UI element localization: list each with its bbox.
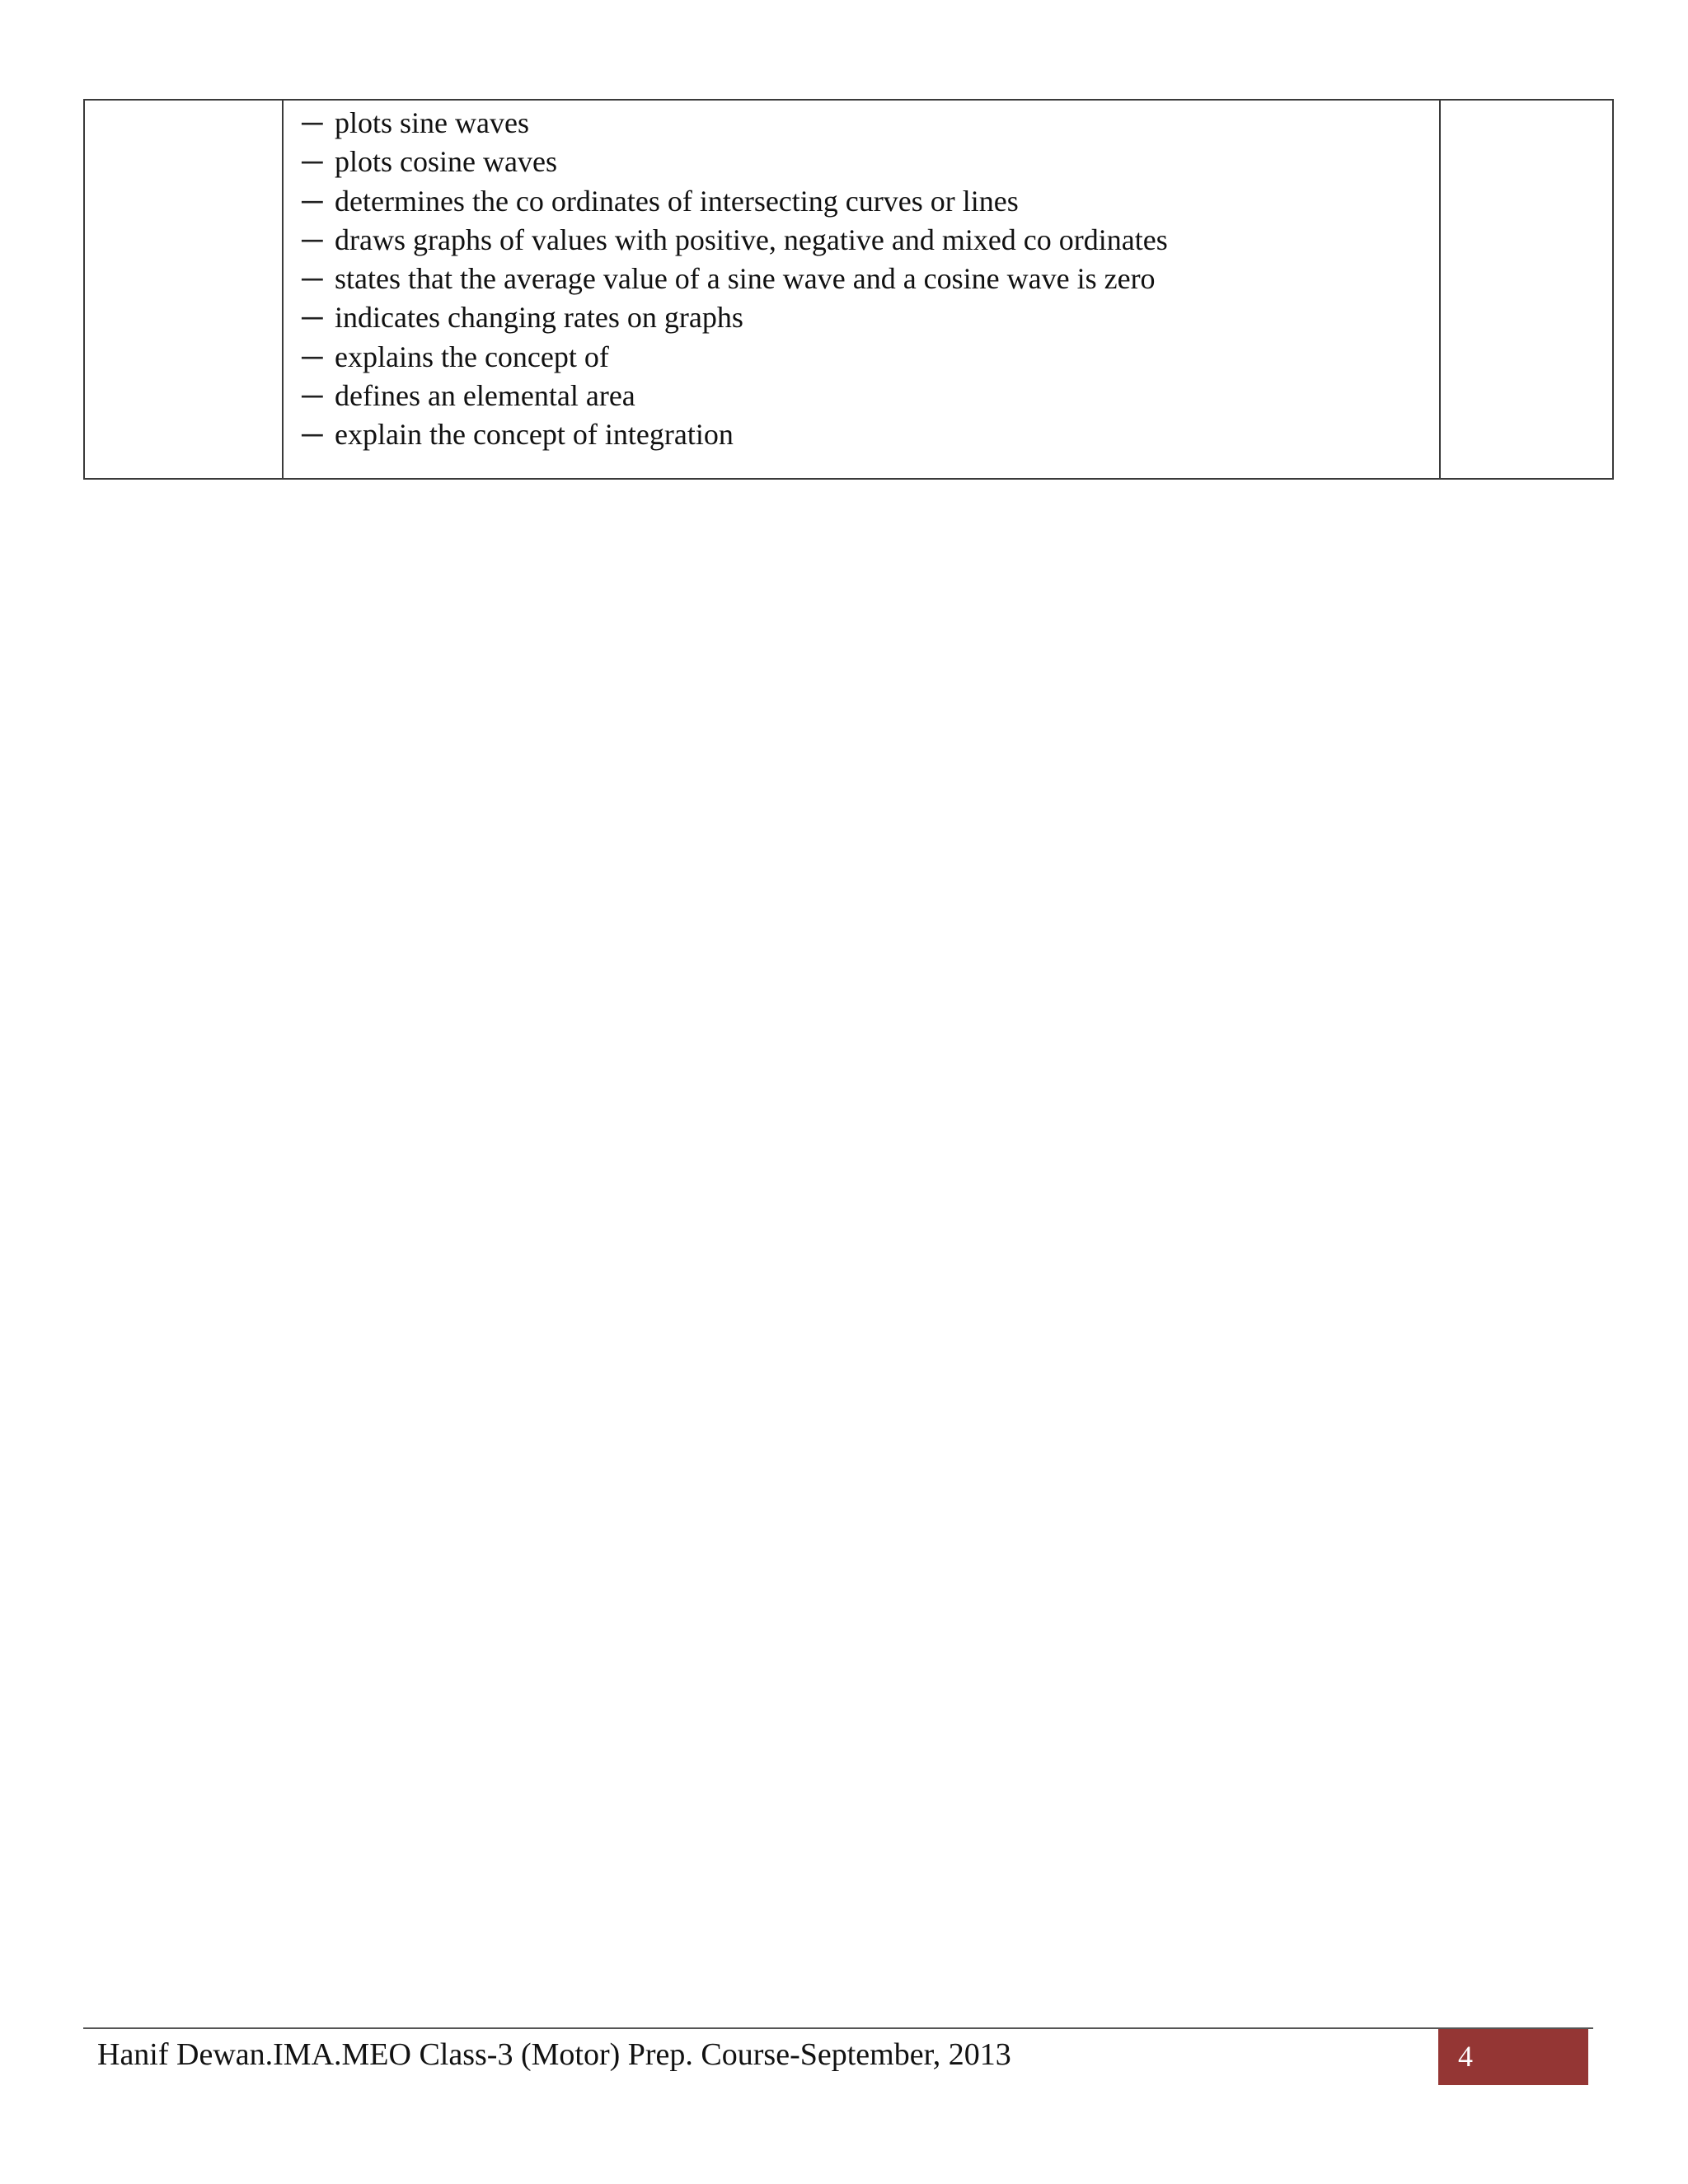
dash-bullet-icon: ─ <box>302 340 323 373</box>
dash-bullet-icon: ─ <box>302 145 323 179</box>
list-item <box>302 338 1439 377</box>
topic-list <box>302 104 1439 455</box>
syllabus-table <box>83 99 1614 480</box>
dash-bullet-icon: ─ <box>302 379 323 413</box>
dash-bullet-icon: ─ <box>302 184 323 218</box>
dash-bullet-icon: ─ <box>302 106 323 139</box>
list-item <box>302 260 1439 298</box>
table-cell-right <box>1441 101 1612 478</box>
page-number-badge: 4 <box>1438 2029 1588 2085</box>
topic-text: plots sine waves <box>335 106 529 139</box>
topic-text: explains the concept of <box>335 340 609 373</box>
list-item <box>302 377 1439 415</box>
topic-text: defines an elemental area <box>335 379 635 413</box>
topic-text: states that the average value of a sine wave and a cosine wave is zero <box>335 262 1156 296</box>
list-item <box>302 143 1439 181</box>
dash-bullet-icon: ─ <box>302 418 323 452</box>
topic-text: explain the concept of integration <box>335 418 734 452</box>
topic-text: determines the co ordinates of intersecting curves or lines <box>335 184 1019 218</box>
dash-bullet-icon: ─ <box>302 301 323 335</box>
topic-text: plots cosine waves <box>335 145 557 179</box>
list-item <box>302 182 1439 221</box>
footer-divider <box>83 2027 1593 2029</box>
footer-text: Hanif Dewan.IMA.MEO Class-3 (Motor) Prep. Course-September, 2013 <box>97 2037 1011 2072</box>
list-item <box>302 104 1439 143</box>
table-cell-topics <box>284 101 1441 478</box>
table-cell-left <box>85 101 284 478</box>
dash-bullet-icon: ─ <box>302 223 323 256</box>
topic-text: indicates changing rates on graphs <box>335 301 743 335</box>
topic-text: draws graphs of values with positive, negative and mixed co ordinates <box>335 223 1168 256</box>
list-item <box>302 221 1439 260</box>
list-item <box>302 415 1439 454</box>
list-item <box>302 298 1439 337</box>
dash-bullet-icon: ─ <box>302 262 323 296</box>
